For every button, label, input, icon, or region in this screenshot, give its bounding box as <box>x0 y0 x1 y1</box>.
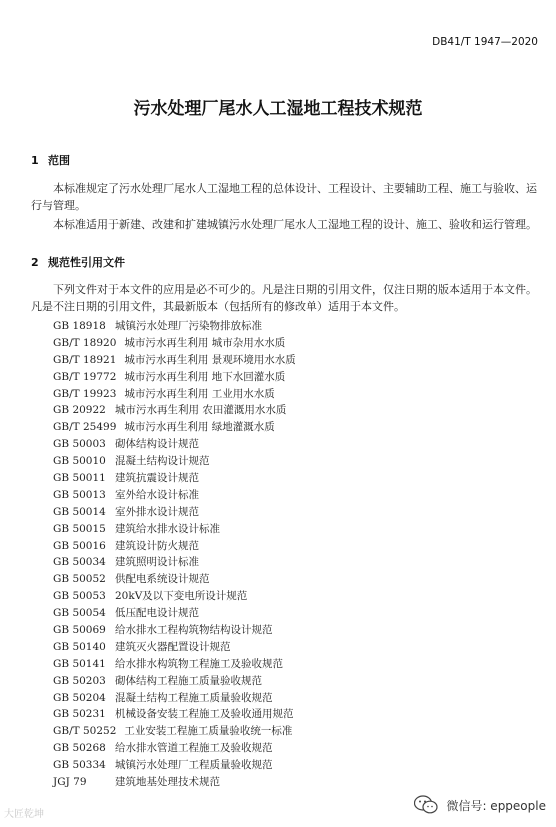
reference-item <box>53 538 296 555</box>
reference-item <box>53 504 296 521</box>
watermark-right <box>414 795 546 815</box>
reference-title: 城市污水再生利用 城市杂用水水质 <box>124 336 286 349</box>
section-heading-scope <box>31 152 70 168</box>
document-title: 污水处理厂尾水人工湿地工程技术规范 <box>133 99 423 119</box>
reference-code: GB 50010 <box>53 455 106 468</box>
reference-item <box>53 656 296 673</box>
reference-title: 建筑抗震设计规范 <box>115 472 199 485</box>
reference-title: 城镇污水处理厂污染物排放标准 <box>115 320 262 332</box>
reference-code: GB/T 19772 <box>53 370 117 383</box>
reference-title: 建筑地基处理技术规范 <box>115 776 220 789</box>
reference-title: 供配电系统设计规范 <box>115 573 210 586</box>
reference-code: GB/T 18920 <box>53 336 117 349</box>
section-number: 2 <box>31 256 39 269</box>
reference-title: 砌体结构设计规范 <box>115 438 199 451</box>
reference-code: GB 50053 <box>53 590 106 603</box>
reference-code: GB 20922 <box>53 404 106 417</box>
references-intro-paragraph: 下列文件对于本文件的应用是必不可少的。凡是注日期的引用文件，仅注日期的版本适用于本文件。凡是不注日期的引用文件，其最新版本（包括所有的修改单）适用于本文件。 <box>31 283 537 313</box>
reference-item <box>53 386 296 403</box>
reference-code: GB 50015 <box>53 522 106 535</box>
reference-code: GB 50011 <box>53 472 106 485</box>
reference-code: GB 50013 <box>53 488 106 501</box>
wechat-id-text: 微信号: eppeople <box>446 798 546 813</box>
reference-code: GB/T 25499 <box>53 421 117 434</box>
reference-title: 混凝土结构设计规范 <box>115 455 210 468</box>
reference-item <box>53 571 296 588</box>
reference-item <box>53 436 296 453</box>
reference-title: 建筑照明设计标准 <box>115 556 199 569</box>
reference-title: 城市污水再生利用 工业用水水质 <box>124 387 275 400</box>
reference-title: 城市污水再生利用 地下水回灌水质 <box>124 370 286 383</box>
reference-code: GB/T 50252 <box>53 725 117 738</box>
reference-title: 城市污水再生利用 景观环境用水水质 <box>124 353 296 366</box>
reference-title: 低压配电设计规范 <box>115 607 199 620</box>
reference-item <box>53 453 296 470</box>
reference-list <box>53 318 296 791</box>
reference-code: GB 50014 <box>53 505 106 518</box>
reference-title: 工业安装工程施工质量验收统一标准 <box>124 725 293 738</box>
reference-item <box>53 723 296 740</box>
reference-title: 机械设备安装工程施工及验收通用规范 <box>115 708 294 721</box>
reference-item <box>53 487 296 504</box>
reference-item <box>53 369 296 386</box>
reference-code: GB 18918 <box>53 320 106 332</box>
reference-item <box>53 588 296 605</box>
section-number: 1 <box>31 154 39 167</box>
reference-title: 室外排水设计规范 <box>115 505 199 518</box>
reference-title: 建筑给水排水设计标准 <box>115 522 220 535</box>
reference-title: 建筑设计防火规范 <box>115 539 199 552</box>
section-title: 范围 <box>48 154 70 167</box>
reference-code: GB 50003 <box>53 438 106 451</box>
reference-code: GB 50141 <box>53 657 106 670</box>
reference-item <box>53 639 296 656</box>
reference-item <box>53 690 296 707</box>
reference-code: GB 50231 <box>53 708 106 721</box>
reference-code: GB 50034 <box>53 556 106 569</box>
reference-item <box>53 673 296 690</box>
reference-item <box>53 774 296 791</box>
reference-title: 给水排水管道工程施工及验收规范 <box>115 742 273 755</box>
reference-code: GB 50054 <box>53 607 106 620</box>
reference-title: 20kV及以下变电所设计规范 <box>115 590 248 603</box>
reference-item <box>53 622 296 639</box>
reference-item <box>53 335 296 352</box>
reference-item <box>53 740 296 757</box>
reference-code: GB/T 19923 <box>53 387 117 400</box>
reference-code: JGJ 79 <box>53 776 87 789</box>
reference-item <box>53 352 296 369</box>
reference-code: GB 50268 <box>53 742 106 755</box>
scope-paragraph-1: 本标准规定了污水处理厂尾水人工湿地工程的总体设计、工程设计、主要辅助工程、施工与验收、运行与管理。 <box>31 182 537 212</box>
reference-item <box>53 757 296 774</box>
reference-title: 给水排水构筑物工程施工及验收规范 <box>115 657 283 670</box>
reference-title: 城市污水再生利用 农田灌溉用水水质 <box>115 404 287 417</box>
reference-title: 室外给水设计标准 <box>115 488 199 501</box>
reference-item <box>53 706 296 723</box>
reference-item <box>53 318 296 335</box>
reference-item <box>53 605 296 622</box>
reference-code: GB 50204 <box>53 691 106 704</box>
reference-code: GB 50016 <box>53 539 106 552</box>
reference-code: GB 50203 <box>53 674 106 687</box>
reference-code: GB 50052 <box>53 573 106 586</box>
reference-title: 混凝土结构工程施工质量验收规范 <box>115 691 273 704</box>
reference-item <box>53 402 296 419</box>
reference-item <box>53 521 296 538</box>
watermark-left: 大匠乾坤 <box>4 809 44 820</box>
reference-item <box>53 470 296 487</box>
section-heading-normative-references <box>31 254 125 270</box>
reference-code: GB 50069 <box>53 624 106 637</box>
wechat-icon <box>414 795 438 815</box>
reference-title: 城镇污水处理厂工程质量验收规范 <box>115 759 273 772</box>
reference-title: 城市污水再生利用 绿地灌溉水质 <box>124 421 275 434</box>
reference-item <box>53 419 296 436</box>
standard-code: DB41/T 1947—2020 <box>432 36 538 48</box>
scope-paragraph-2: 本标准适用于新建、改建和扩建城镇污水处理厂尾水人工湿地工程的设计、施工、验收和运行管理。 <box>53 218 537 231</box>
reference-title: 建筑灭火器配置设计规范 <box>115 640 231 653</box>
section-title: 规范性引用文件 <box>48 256 125 269</box>
reference-code: GB 50334 <box>53 759 106 772</box>
reference-code: GB/T 18921 <box>53 353 117 366</box>
reference-title: 给水排水工程构筑物结构设计规范 <box>115 624 273 637</box>
reference-title: 砌体结构工程施工质量验收规范 <box>115 674 262 687</box>
reference-code: GB 50140 <box>53 640 106 653</box>
reference-item <box>53 554 296 571</box>
